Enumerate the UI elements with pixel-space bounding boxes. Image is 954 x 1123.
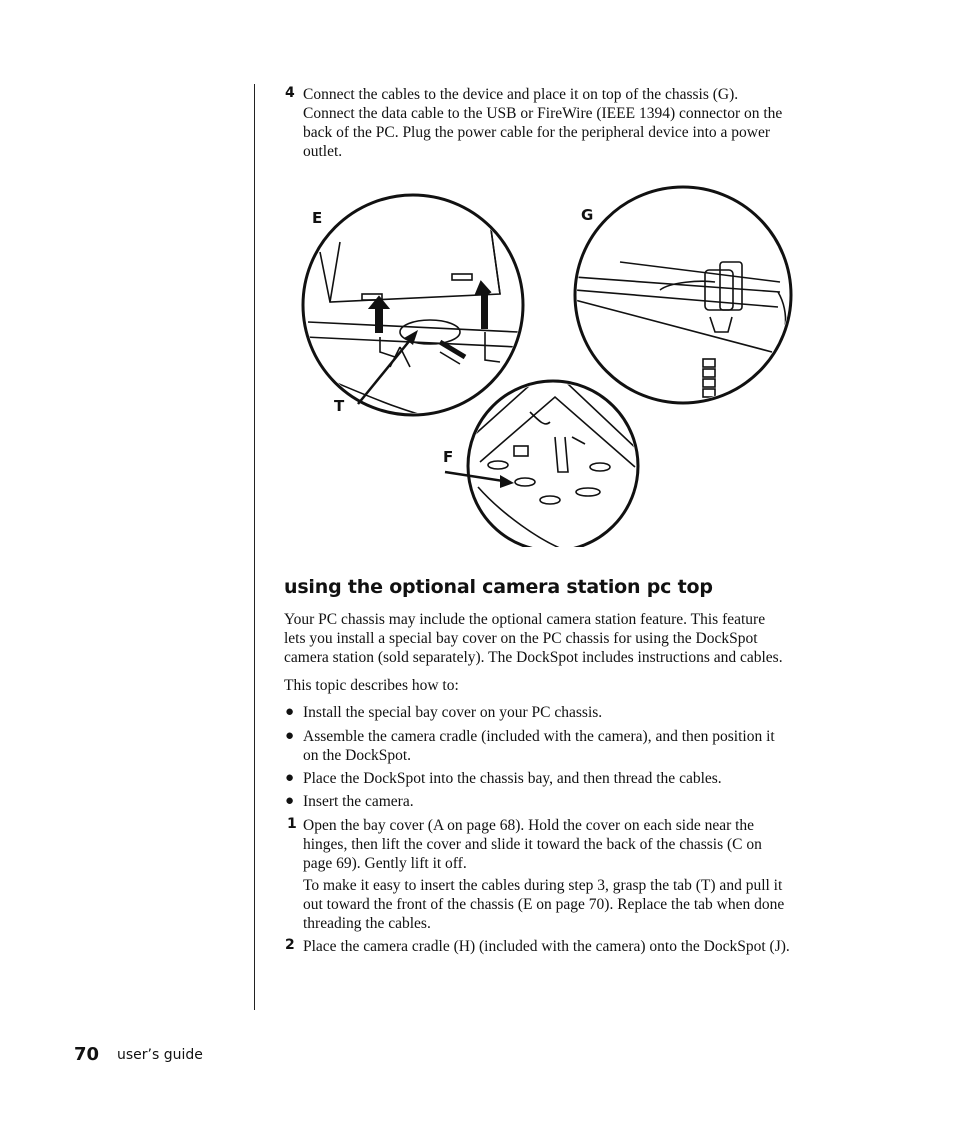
bullet-item: Assemble the camera cradle (included with the camera), and then position it on the DockSpot. [303,728,775,764]
step-1-text: Open the bay cover (A on page 68). Hold the cover on each side near the hinges, then lift the cover and slide it toward the back of the chassis (C on page 69). Gently lift it off. [303,817,762,872]
step-1-note: To make it easy to insert the cables during step 3, grasp the tab (T) and pull it out toward the front of the chassis (E on page 70). Replace the tab when done threading the cables. [303,877,785,932]
section-intro [284,610,783,667]
section-heading: using the optional camera station pc top [284,576,713,598]
step-2-number: 2 [285,937,295,953]
topic-line: This topic describes how to: [284,677,459,694]
bullet-item: Insert the camera. [303,793,414,810]
intro-line-3: camera station (sold separately). The DockSpot includes instructions and cables. [284,649,783,666]
bullet-marker: ● [285,728,295,744]
margin-rule [254,84,255,1010]
step-4-number: 4 [285,85,295,101]
step-4-line-2: Connect the data cable to the USB or FireWire (IEEE 1394) connector on the [303,105,783,122]
bullet-item: Place the DockSpot into the chassis bay, and then thread the cables. [303,770,722,787]
step-1-number: 1 [287,816,297,832]
step-4-line-3: back of the PC. Plug the power cable for the peripheral device into a power [303,124,770,141]
cable-connection-illustration [300,182,800,547]
illustration-g [575,187,791,403]
figure-label-t: T [334,397,345,415]
figure-label-g: G [581,206,594,224]
step-4-line-4: outlet. [303,143,343,160]
step-4-text [303,85,782,161]
bullet-item: Install the special bay cover on your PC chassis. [303,704,603,721]
step-4-line-1: Connect the cables to the device and place it on top of the chassis (G). [303,86,739,103]
bullet-marker: ● [285,770,295,786]
figure-label-f: F [443,448,454,466]
bullet-marker: ● [285,704,295,720]
intro-line-1: Your PC chassis may include the optional camera station feature. This feature [284,611,766,628]
footer-label: user’s guide [117,1047,203,1063]
step-2-text: Place the camera cradle (H) (included with the camera) onto the DockSpot (J). [303,938,790,955]
intro-line-2: lets you install a special bay cover on the PC chassis for using the DockSpot [284,630,758,647]
page-number: 70 [74,1044,100,1065]
figure-label-e: E [312,209,323,227]
bullet-marker: ● [285,793,295,809]
